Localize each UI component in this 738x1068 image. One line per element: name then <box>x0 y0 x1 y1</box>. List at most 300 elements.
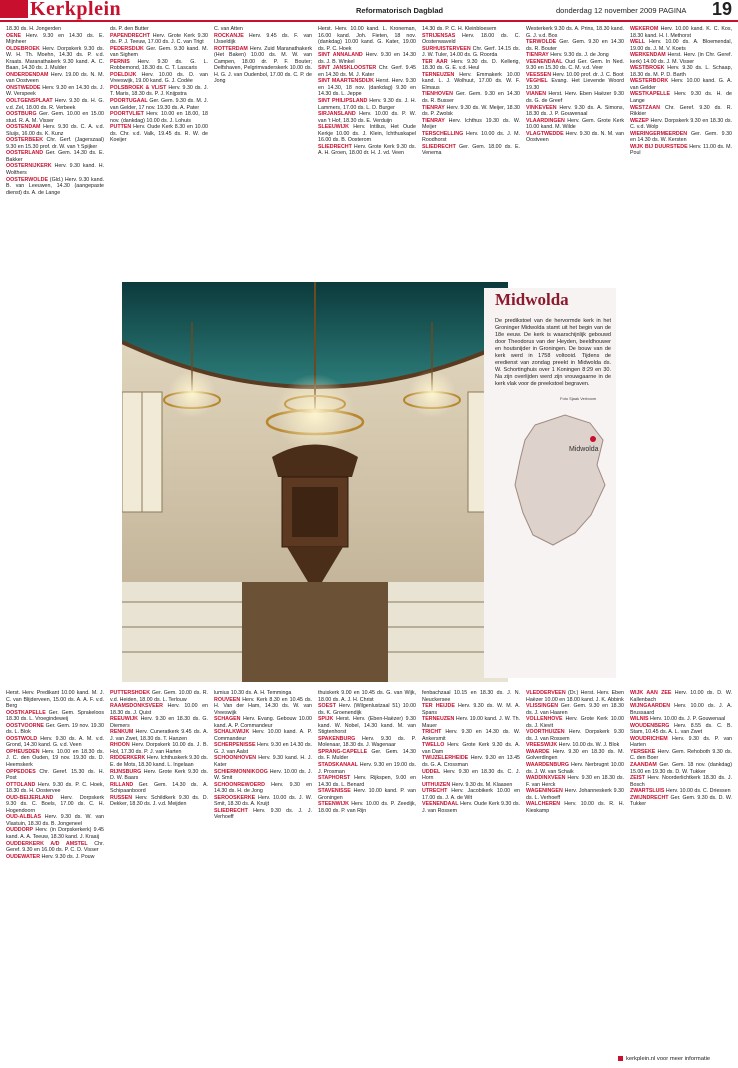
pews <box>122 582 508 682</box>
listing-entry <box>318 703 416 716</box>
entry-text: Ger. Gem. 9.30 kand. M. van Sighem <box>110 45 208 59</box>
place-name: RUSSEN <box>110 794 133 801</box>
listing-entry <box>214 755 312 768</box>
listing-entry <box>110 46 208 59</box>
listing-entry <box>318 144 416 157</box>
entry-text: Herv. 11.00 ds. M. Poul <box>630 143 732 157</box>
entry-text: Herv. 9.30 ds. W. M. A. Spans <box>422 703 520 716</box>
listing-entry <box>422 769 520 782</box>
listing-entry <box>110 98 208 111</box>
entry-text: Herv. 9.30 kand. H. J. Kater <box>214 755 312 769</box>
entry-text: Herv. 9.30 en 14.30 ds. J. W. Verspeek <box>6 84 104 98</box>
entry-text: Herv. 19.00 kand. J. W. Th. Mauer <box>422 716 520 729</box>
listing-entry <box>630 775 732 788</box>
place-name: OOSTERNIJKERK <box>6 163 52 170</box>
entry-text: Westerkerk 9.30 ds. A. Prins, 18.30 kand. G. J. v.d. Bos <box>526 26 624 39</box>
entry-text: 14.30 ds. P. C. H. Kleinbloesem <box>422 26 497 32</box>
entry-text: Ger. Gem. 14.30 ds. A. Schipaanboord <box>110 781 208 795</box>
listing-entry <box>526 801 624 814</box>
entry-text: Herv. 9.30 ds. H. de Lange <box>630 91 732 105</box>
entry-text: Herv. 9.30 ds. C. A. v.d. Sluijs, 16.00 ds. K. Kunz <box>6 124 104 137</box>
listing-entry <box>6 124 104 137</box>
panel-title: Midwolda <box>495 290 569 309</box>
place-name: TRICHT <box>422 729 442 736</box>
listing-entry <box>422 118 520 131</box>
entry-text: Herv. 9.30 ds. P. van Harten <box>630 735 732 749</box>
place-name: RAAMSDONKSVEER <box>110 703 163 710</box>
listing-entry <box>110 72 208 85</box>
place-name: SPRANG-CAPELLE <box>318 748 368 755</box>
listing-entry <box>630 105 732 118</box>
place-name: ZEIST <box>630 775 646 782</box>
place-name: OPPEDOES <box>6 768 36 775</box>
entry-text: Herv. 9.30 ds. D. Kellerig, 18.30 ds. G. E. v.d. Heul <box>422 58 520 72</box>
place-name: VEENENDAAL <box>526 58 563 65</box>
entry-text: Herv. Grote Kerk 9.30 ds. P. J. Teeuw, 17.00 ds. J. C. van Trigt <box>110 32 208 46</box>
entry-text: Herv. Dorpskerk 9.30 ds. W. H. Th. Moehn, 14.30 ds. P. v.d. Kraats. Maranathakerk 9.30 kand. A. C. Baan, 14.30 ds. J. Mulder <box>6 45 104 72</box>
entry-text: Herv. Johanneskerk 9.30 ds. L. Verhoeff <box>526 788 624 801</box>
listing-entry <box>6 177 104 197</box>
place-name: VLAARDINGEN <box>526 117 565 124</box>
entry-text: Herv. 19.00 ds. N. M. van Oostveen <box>6 71 104 85</box>
entry-text: Herv. (in Dorpskerkerk) 9.45 kand. A. A. Teeuw, 18.30 kand. J. Kraaij <box>6 827 104 841</box>
entry-text: Herv. Dorpskerk 9.30 ds. C. Boels, 17.00 ds. C. H. Hogendoorn <box>6 794 104 814</box>
place-name: SCHALKWIJK <box>214 729 250 736</box>
entry-text: Herv. 10.00 ds. J. W. Smit <box>214 768 312 782</box>
entry-text: Herv. Jacobikerk 10.00 en 17.00 ds. J. A. de Wit <box>422 788 520 801</box>
place-name: POELDIJK <box>110 71 137 78</box>
listing-entry <box>6 827 104 840</box>
place-name: SEROOSKERKE <box>214 794 256 801</box>
listing-entry <box>630 703 732 716</box>
page-header <box>0 0 738 22</box>
listing-entry <box>630 144 732 157</box>
listing-entry <box>630 723 732 736</box>
entry-text: Herv. 9.30 en 18.30 ds. C. J. Horn <box>422 768 520 782</box>
place-name: WESTZAAN <box>630 104 661 111</box>
footer-note <box>618 1056 710 1062</box>
place-name: ONDERDENDAM <box>6 71 49 78</box>
entry-text: Herv. 18.00 ds. C. Oostenwaveld <box>422 32 520 46</box>
entry-text: Herv. Gem. Grote Kerk 10.00 kand. M. Wilde <box>526 117 624 131</box>
listing-entry <box>318 124 416 144</box>
place-name: STAPHORST <box>318 775 351 782</box>
place-name: STAVENISSE <box>318 788 351 795</box>
listing-entry <box>526 91 624 104</box>
entry-text: Chr. Geref. 9.30 ds. R. Rikkier <box>630 104 732 118</box>
entry-text: Herv. Noorderlichtkerk 18.30 ds. J. Bosch <box>630 775 732 788</box>
listing-entry <box>6 814 104 827</box>
entry-text: Herv. 10.00 ds. P. W. van 't Hof, 18.30 ds. E. Verduijn <box>318 111 416 124</box>
place-name: SINT ANNALAND <box>318 52 363 59</box>
place-name: TERWOLDE <box>526 39 557 46</box>
entry-text: Ger. Gem. 9.30 ds. M. J. van Gelder, 17 nov. 19.30 ds. A. Pater <box>110 98 208 111</box>
bottom-cols-column <box>6 690 104 1050</box>
entry-text: Herv. Intilius, Het Oude Kerkje 10.00 ds. J. Klein, Ichthuskapel 16.00 ds. B. Oosterom <box>318 124 416 144</box>
place-name: OOSTVOORNE <box>6 722 44 729</box>
place-name: WAGENINGEN <box>526 788 563 795</box>
listing-entry <box>214 729 312 742</box>
listing-entry <box>214 33 312 46</box>
map-label: Midwolda <box>569 446 599 453</box>
entry-text: Herst. Herv. 10.00 kand. L. Kroneman, 16.00 kand. Joh. Fieten, 18 nov. (dankdag) 10.00 kand. G. Kater, 19.00 ds. P. C. Hoek <box>318 26 416 52</box>
top-cols-column <box>422 26 520 278</box>
listing-entry <box>526 131 624 144</box>
top-cols-column <box>6 26 104 278</box>
place-name: ROCKANJE <box>214 32 244 39</box>
listing-entry <box>6 723 104 736</box>
listing-entry <box>6 710 104 723</box>
place-name: OUD-ALBLAS <box>6 814 42 821</box>
place-name: SCHAGEN <box>214 716 241 723</box>
entry-text: Herv. Dorpskerk 9.30 ds. J. van Rossem <box>526 729 624 742</box>
place-name: OOLTGENSPLAAT <box>6 98 53 105</box>
listing-entry <box>422 46 520 59</box>
footer-text[interactable]: kerkplein.nl voor meer informatie <box>626 1056 711 1063</box>
place-name: SCHOONREWOERD <box>214 781 265 788</box>
entry-text: Evang. Het Lievende Woord 19.30 <box>526 78 624 91</box>
place-name: OUDDORP <box>6 827 34 834</box>
entry-text: Herv. Schildkerk 9.30 ds. D. Dekker, 18.30 ds. J. v.d. Meijden <box>110 794 208 808</box>
listing-entry <box>318 98 416 111</box>
entry-text: Herst. Herv. Eben Haëzer 9.30 ds. G. de Greef <box>526 91 624 105</box>
listing-entry <box>214 697 312 717</box>
page-number: 19 <box>712 0 733 19</box>
place-name: VLAGTWEDDE <box>526 130 564 137</box>
place-name: PUTTERSHOEK <box>110 690 151 696</box>
place-name: WEZEP <box>630 117 649 124</box>
entry-text: Herv. Dorpskerk 9.30 en 18.30 ds. C. v.d. Wolp <box>630 117 732 131</box>
entry-text: Herv. 9.30 ds. J. T. Maris, 18.30 ds. P. J. Knijpstra <box>110 84 208 98</box>
listing-entry <box>526 39 624 52</box>
place-name: POORTUGAAL <box>110 98 148 105</box>
entry-text: Herv. 9.30 ds. N. M. van Oostveen <box>526 130 624 144</box>
listing-entry <box>6 72 104 85</box>
place-name: VIANEN <box>526 91 547 98</box>
listing-entry <box>318 788 416 801</box>
entry-text: Herv. 10.00 ds. W. J. Blok <box>557 742 620 749</box>
place-name: WALCHEREN <box>526 801 561 808</box>
place-name: POLSBROEK & VLIST <box>110 84 167 91</box>
entry-text: Herv. 9.30 ds. M. Klaasen <box>450 781 513 788</box>
place-name: WAARDENBURG <box>526 762 569 769</box>
place-name: STADSKANAAL <box>318 762 358 769</box>
location-marker-icon <box>590 436 596 442</box>
place-name: YERSEKE <box>630 748 656 755</box>
entry-text: Herv. 10.00 kand. K. C. Kos, 18.30 kand. H. I. Methorst <box>630 26 732 39</box>
entry-text: Herv. 9.30 ds. J. Pouw <box>40 853 95 860</box>
listing-entry <box>318 762 416 775</box>
entry-text: Herv. 10.00 ds. J. P. Gouwenaal <box>648 716 726 723</box>
place-name: OOSTBURG <box>6 111 37 118</box>
entry-text: Herv. 9.30 ds. J. H. Lammers, 17.00 ds. L. D. Burger <box>318 98 416 111</box>
top-cols-column <box>526 26 624 278</box>
place-name: WADDINXVEEN <box>526 775 566 782</box>
place-name: VINKEVEEN <box>526 104 557 111</box>
church-interior-photo <box>122 282 508 682</box>
entry-text: Oud Ger. Gem. In Ned. 9.30 en 15.30 ds. C. M. v.d. Veer <box>526 58 624 72</box>
place-name: SIRJANSLAND <box>318 111 356 118</box>
section-tag <box>0 0 28 18</box>
place-name: SLIEDRECHT <box>214 807 248 814</box>
listing-entry <box>630 749 732 762</box>
listing-entry <box>110 59 208 72</box>
entry-text: lumius 10.30 ds. A. H. Temminga <box>214 690 292 696</box>
bottom-cols-column <box>214 690 312 1050</box>
place-name: WESTBROEK <box>630 65 665 72</box>
entry-text: Herv. Gem. Rehoboth 9.30 ds. C. den Boer <box>630 748 732 762</box>
listing-entry <box>110 111 208 124</box>
entry-text: Herv. 9.30 ds. J. J. Verhoeff <box>214 807 312 821</box>
place-name: SLEEUWIJK <box>318 124 349 131</box>
netherlands-map-icon <box>495 405 615 555</box>
place-name: OENE <box>6 32 22 39</box>
listing-entry <box>110 124 208 144</box>
place-name: REEUWIJK <box>110 716 138 723</box>
place-name: WEKEROM <box>630 26 659 32</box>
place-name: SCHERPENISSE <box>214 742 256 749</box>
listing-entry <box>110 782 208 795</box>
listing-entry <box>630 118 732 131</box>
listing-entry <box>422 144 520 157</box>
entry-text: Ger. Gem. 10.00 ds. R. v.d. Heiden, 18.00 ds. L. Terlouw <box>110 690 208 703</box>
top-cols-column <box>318 26 416 278</box>
entry-text: Chr. Geref. 9.30 en 16.00 ds. P. C. D. Visser <box>6 840 104 854</box>
listing-entry <box>214 795 312 808</box>
listing-entry <box>110 795 208 808</box>
entry-text: Herst. Herv. (Eben-Haëzer) 9.30 kand. W. Nobel, 14.30 kand. M. van Stigtenhorst <box>318 716 416 736</box>
listing-entry <box>422 33 520 46</box>
place-name: OOSTKAPELLE <box>6 709 46 716</box>
listing-entry <box>422 105 520 118</box>
place-name: STEENWIJK <box>318 801 349 808</box>
place-name: UITHUIZEN <box>422 781 451 788</box>
place-name: PERNIS <box>110 58 130 65</box>
entry-text: Ger. Gem. 9.30 en 18.30 ds. J. van Haaren <box>526 703 624 716</box>
place-name: TIENRAY <box>526 52 549 59</box>
entry-text: Herv. 10.00 kand. G. A. van Gelder <box>630 78 732 91</box>
listing-entry <box>318 65 416 78</box>
entry-text: Herv. 10.00 ds. P. Zeedijk, 18.00 ds. P. van Rijn <box>318 801 416 814</box>
entry-text: 18.30 ds. H. Jongerden <box>6 26 62 32</box>
entry-text: Herv. Zuid Maranathakerk (Het Baken) 10.00 ds. M. W. van Campen, 18.00 dr. P. F. Bouter; Delfshaven, Pelgrimvaderskerk 10.00 ds. H. G. J. van Oudenbol, 17.00 ds. C. P. de Jong <box>214 45 312 85</box>
bottom-cols-column <box>318 690 416 1050</box>
listing-entry <box>630 736 732 749</box>
entry-text: Herv. 9.30 en 19.00 ds. J. Prosman <box>318 762 416 775</box>
place-name: WIJK BIJ DUURSTEDE <box>630 143 688 150</box>
listing-entry <box>318 736 416 749</box>
listing-entry <box>6 85 104 98</box>
place-name: VREESWIJK <box>526 742 558 749</box>
listing-entry <box>6 854 104 861</box>
entry-text: Ger. Gem. 9.30 en 14.30 ds. W. Kersten <box>630 130 732 144</box>
listing-entry <box>422 755 520 768</box>
listing-entry <box>110 85 208 98</box>
dateline: donderdag 12 november 2009 PAGINA <box>556 6 687 15</box>
entry-text: Ger. Gem. 18.00 ds. E. Venema <box>422 143 520 157</box>
listing-entry <box>630 52 732 65</box>
listing-entry <box>6 111 104 124</box>
entry-text: Herv. 9.30 en 13.45 ds. G. A. Crossman <box>422 755 520 769</box>
place-name: OUDEWATER <box>6 853 41 860</box>
listing-entry <box>318 690 416 703</box>
place-name: OUDDERKERK A/D AMSTEL <box>6 840 88 847</box>
listing-entry <box>214 46 312 85</box>
listing-entry <box>422 131 520 144</box>
entry-text: Herv. Oude Kerk 9.30 ds. J. van Rossem <box>422 801 520 814</box>
entry-text: Herv. 10.00 ds. D. van Vreeswijk, 19.00 kand. G. J. Codée <box>110 71 208 85</box>
entry-text: Ger. Gem. 14.30 ds. E. Bakker <box>6 150 104 163</box>
entry-text: Herv. 10.00 ds. D. W. Kallenbach <box>630 690 732 703</box>
entry-text: Herv. 9.30 en 14.30 ds. G. J. van Aalst <box>214 742 312 755</box>
entry-text: ds. P. den Butter <box>110 26 149 32</box>
listing-entry <box>110 703 208 716</box>
place-name: TIENRAY <box>422 117 445 124</box>
entry-text: Herv. Ichthus 19.30 ds. W. Meijer <box>422 117 520 131</box>
entry-text: Herv. 9.30 ds. J. de Jong <box>548 52 609 59</box>
entry-text: Herv. 10.00 prof. dr. J. C. Boot <box>551 71 624 78</box>
listing-entry <box>6 795 104 815</box>
place-name: VEENENDAAL <box>422 801 459 808</box>
entry-text: Chr. Gerf. 9.45 en 14.30 ds. M. J. Kater <box>318 65 416 78</box>
listing-entry <box>214 716 312 729</box>
entry-text: Herv. 9.30 ds. W. van Vlastuin, 18.30 ds. B. Jongeneel <box>6 814 104 827</box>
place-name: VOORTHUIZEN <box>526 729 565 736</box>
place-name: TERNEUZEN <box>422 716 455 723</box>
listing-entry <box>422 801 520 814</box>
place-name: TWIJZELERHEIDE <box>422 755 469 762</box>
place-name: ONSTWEDDE <box>6 84 41 91</box>
entry-text: Herv. 10.00 ds. C. Driessen <box>664 788 731 795</box>
listing-entry <box>110 755 208 768</box>
listing-entry <box>6 137 104 150</box>
entry-text: Herv. 9.30 ds. A. M. v.d. Grond, 14.30 kand. G. v.d. Veen <box>6 735 104 749</box>
entry-text: Ger. Gem. 9.30 en 14.30 ds. R. Busser <box>422 91 520 105</box>
listing-entry <box>422 729 520 742</box>
listing-entry <box>422 788 520 801</box>
place-name: SINT MAARTENSDIJK <box>318 78 374 85</box>
entry-text: Herv. 10.00 en 18.30 ds. J. C. den Ouden, 19 nov. 19.30 ds. D. Heemskerk <box>6 748 104 769</box>
entry-text: Herv. 10.00 ds. R. H. Kieskamp <box>526 801 624 814</box>
entry-text: Herv. 9.30 en 18.30 ds. F. van Herck <box>526 775 624 788</box>
place-name: WESTERBORK <box>630 78 669 85</box>
entry-text: Ger. Gem. 18 nov. (dankdag) 15.00 en 19.30 ds. D. W. Tukker <box>630 762 732 775</box>
listing-entry <box>214 769 312 782</box>
entry-text: Herv. 9.30 ds. G. L. Robbemond, 18.30 ds. C. T. Lascaris <box>110 58 208 72</box>
entry-text: Herv. 9.30 ds. L. Schaap, 18.30 ds. M. P. D. Barth <box>630 65 732 78</box>
listing-entry <box>318 78 416 98</box>
header-rule <box>0 20 738 22</box>
entry-text: Ger. Gem. 10.00 en 15.00 stud. R. A. M. Visser <box>6 111 104 124</box>
place-name: ZAANDAM <box>630 762 657 769</box>
entry-text: Herv. 9.30 en 14.30 ds. W. Ankersmit <box>422 729 520 742</box>
listing-entry <box>630 762 732 775</box>
entry-text: Herv. 10.00 ds. J. W. Smit, 18.30 ds. A. Kruijt <box>214 794 312 808</box>
entry-text: Herv. Dorpskerk 10.00 ds. J. B. Hol, 17.30 ds. P. J. van Harten <box>110 742 208 755</box>
listing-entry <box>6 749 104 769</box>
place-name: SPAKENBURG <box>318 735 356 742</box>
place-name: RIDDERKERK <box>110 755 146 762</box>
bottom-cols-column <box>110 690 208 1050</box>
entry-text: Herv. 9.30 ds. A. Simons, 18.30 ds. J. P. Gouwenaal <box>526 104 624 118</box>
entry-text: Herv. 9.30 en 14.30 ds. J. B. Winkel <box>318 52 416 65</box>
listing-entry <box>526 59 624 72</box>
listing-entry <box>526 788 624 801</box>
listing-entry <box>318 716 416 736</box>
bottom-cols-column <box>630 690 732 1050</box>
place-name: ROUVEEN <box>214 696 241 703</box>
place-name: OOSTERLAND <box>6 150 44 157</box>
place-name: PEDERSDIJK <box>110 45 144 52</box>
entry-text: Herv. 10.00 en 18.00, 18 nov. (dankdag) 10.00 ds. J. Lohuis <box>110 111 208 124</box>
entry-text: Herv. 9.30 ds. H. G. v.d. Zel, 18.00 ds. R. Verbeek <box>6 98 104 111</box>
entry-text: fenbachzaal 10.15 en 18.30 ds. J. N. Neuckersee <box>422 690 520 703</box>
listing-entry <box>214 808 312 821</box>
top-cols-column <box>630 26 732 686</box>
entry-text: Herv. 9.30 en 18.30 ds. G. Diemers <box>110 716 208 729</box>
place-name: TERSCHELLING <box>422 130 464 137</box>
listing-entry <box>214 742 312 755</box>
entry-text: Ger. Gem. Sprakeloos 18.30 ds. L. Vroegindeweij <box>6 709 104 723</box>
place-name: UDDEL <box>422 768 441 775</box>
listing-entry <box>422 59 520 72</box>
listing-entry <box>318 775 416 788</box>
top-cols-column <box>110 26 208 278</box>
place-name: SPIJK <box>318 716 334 723</box>
place-name: TIENHOVEN <box>422 91 453 98</box>
listing-entry <box>214 782 312 795</box>
listing-entry <box>110 729 208 742</box>
listing-entry <box>630 131 732 144</box>
listing-entry <box>6 782 104 795</box>
place-name: OOSTWOLD <box>6 735 38 742</box>
listing-entry <box>110 716 208 729</box>
entry-text: Herst. Herv. Predikant 10.00 kand. M. J. C. van Blijderveen, 15.00 ds. A. A. F. v.d. Berg <box>6 690 104 710</box>
listing-entry <box>526 749 624 762</box>
place-name: PUTTEN <box>110 124 132 131</box>
entry-text: Herv. 9.30 ds. P. C. Hoek, 18.30 ds. H. Oostervee <box>6 781 104 795</box>
entry-text: Herv. Grote Kerk 10.00 ds. J. Kievit <box>526 716 624 729</box>
place-name: WESTKAPELLE <box>630 91 671 98</box>
place-name: PAPENDRECHT <box>110 32 150 39</box>
listing-entry <box>6 150 104 163</box>
entry-text: Chr. Gerf. 14.15 ds. J. W. Tuler, 14.00 ds. G. Roorda <box>422 45 520 59</box>
entry-text: Herv. 9.30 en 14.30 ds. E. Mijnheer <box>6 32 104 46</box>
place-name: VOLLENHOVE <box>526 716 563 723</box>
place-name: OUD-BEIJERLAND <box>6 794 54 801</box>
listing-entry <box>630 78 732 91</box>
place-name: SLIEDRECHT <box>318 143 352 150</box>
place-name: TERNEUZEN <box>422 71 455 78</box>
listing-entry <box>6 33 104 46</box>
listing-entry <box>318 111 416 124</box>
listing-entry <box>6 841 104 854</box>
place-name: WIJK AAN ZEE <box>630 690 672 696</box>
place-name: TER HEIJDE <box>422 703 455 710</box>
entry-text: Herv. 9.30 en 14.30 ds. H. de Jong <box>214 781 312 795</box>
listing-entry <box>630 26 732 39</box>
place-name: RENKUM <box>110 729 134 736</box>
entry-text: Herv. 10.00 ds. J. M. Roodhorst <box>422 130 520 144</box>
place-name: TWELLO <box>422 742 445 749</box>
church-photo-svg <box>122 282 508 682</box>
listing-entry <box>526 775 624 788</box>
entry-text: Herv. 9.30 ds. W. Meijer, 18.30 ds. P. Zwolsk <box>422 104 520 118</box>
place-name: ROTTERDAM <box>214 45 248 52</box>
entry-text: Herv. 10.00 en 18.30 ds. J. Quist <box>110 703 208 716</box>
listing-entry <box>318 52 416 65</box>
place-name: SCHOONHOVEN <box>214 755 257 762</box>
